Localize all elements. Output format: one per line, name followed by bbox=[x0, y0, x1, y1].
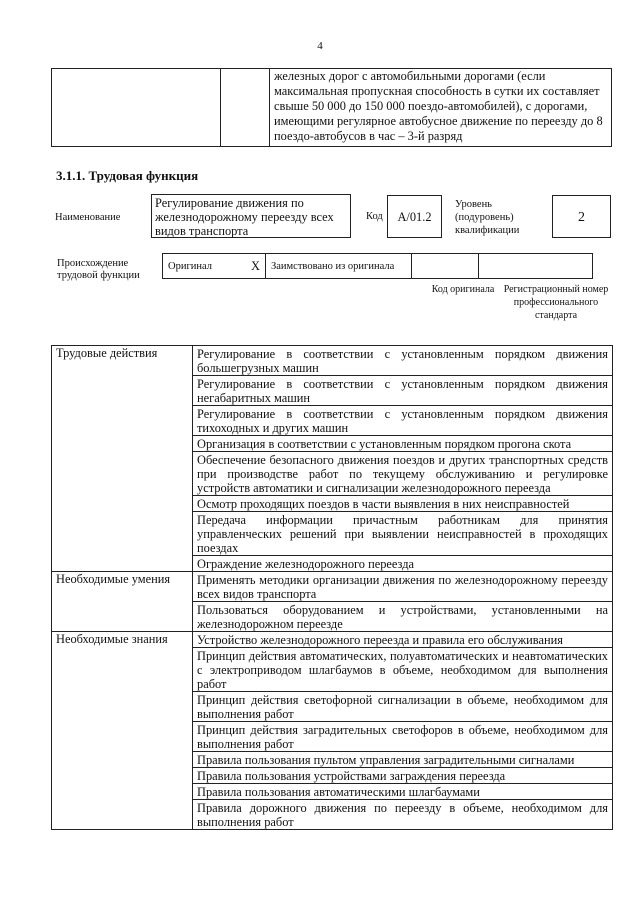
table-row bbox=[163, 254, 593, 279]
table-row bbox=[52, 572, 613, 602]
table-row bbox=[52, 632, 613, 648]
code-label: Код bbox=[366, 211, 383, 222]
original-code-caption: Код оригинала bbox=[431, 284, 495, 295]
table-row bbox=[52, 346, 613, 376]
item-cell: Правила пользования устройствами заграждения переезда bbox=[193, 768, 613, 784]
borrowed-label: Заимствовано из оригинала bbox=[266, 254, 412, 279]
item-cell: Ограждение железнодорожного переезда bbox=[193, 556, 613, 572]
category-cell: Необходимые умения bbox=[52, 572, 193, 632]
original-mark: X bbox=[243, 254, 266, 279]
continuation-text: железных дорог с автомобильными дорогами (если максимальная пропускная способность в сутки их составляет свыше 50 000 до 150 000 поездо-автомобилей), с дорогами, имеющими регулярное автобусное движение по переезду до 8 поездо-автобусов в час – 3-й разряд bbox=[270, 69, 612, 147]
item-cell: Регулирование в соответствии с установленным порядком движения негабаритных машин bbox=[193, 376, 613, 406]
item-cell: Принцип действия светофорной сигнализации в объеме, необходимом для выполнения работ bbox=[193, 692, 613, 722]
section-title: 3.1.1. Трудовая функция bbox=[56, 168, 199, 183]
level-value: 2 bbox=[552, 195, 611, 238]
item-cell: Правила дорожного движения по переезду в объеме, необходимом для выполнения работ bbox=[193, 800, 613, 830]
labor-function-table bbox=[51, 345, 613, 830]
item-cell: Правила пользования пультом управления заградительными сигналами bbox=[193, 752, 613, 768]
item-cell: Пользоваться оборудованием и устройствами, установленными на железнодорожном переезде bbox=[193, 602, 613, 632]
page-number: 4 bbox=[317, 40, 323, 52]
category-cell: Трудовые действия bbox=[52, 346, 193, 572]
origin-label: Происхождение трудовой функции bbox=[57, 258, 140, 281]
category-cell: Необходимые знания bbox=[52, 632, 193, 830]
item-cell: Устройство железнодорожного переезда и правила его обслуживания bbox=[193, 632, 613, 648]
reg-number-caption: Регистрационный номер профессионального стандарта bbox=[503, 284, 609, 321]
item-cell: Регулирование в соответствии с установленным порядком движения тихоходных и других машин bbox=[193, 406, 613, 436]
item-cell: Принцип действия автоматических, полуавтоматических и неавтоматических с электроприводом шлагбаумов в объеме, необходимом для выполнения работ bbox=[193, 648, 613, 692]
item-cell: Организация в соответствии с установленным порядком прогона скота bbox=[193, 436, 613, 452]
item-cell: Применять методики организации движения по железнодорожному переезду всех видов транспорта bbox=[193, 572, 613, 602]
empty-cell bbox=[52, 69, 221, 147]
item-cell: Передача информации причастным работникам для принятия управленческих решений при выявлении неисправностей в проходящих поездах bbox=[193, 512, 613, 556]
function-name-value: Регулирование движения по железнодорожному переезду всех видов транспорта bbox=[151, 194, 351, 238]
origin-table bbox=[162, 253, 593, 279]
item-cell: Обеспечение безопасного движения поездов и других транспортных средств при производстве работ по текущему обслуживанию и регулировке устройств автоматики и сигнализации железнодорожного переезда bbox=[193, 452, 613, 496]
continuation-table bbox=[51, 68, 612, 147]
original-code-cell bbox=[412, 254, 479, 279]
reg-number-cell bbox=[479, 254, 593, 279]
level-label: Уровень (подуровень) квалификации bbox=[455, 199, 520, 236]
table-row bbox=[52, 69, 612, 147]
item-cell: Правила пользования автоматическими шлагбаумами bbox=[193, 784, 613, 800]
item-cell: Осмотр проходящих поездов в части выявления в них неисправностей bbox=[193, 496, 613, 512]
empty-cell bbox=[221, 69, 270, 147]
original-label: Оригинал bbox=[163, 254, 244, 279]
name-label: Наименование bbox=[55, 212, 121, 223]
item-cell: Регулирование в соответствии с установленным порядком движения большегрузных машин bbox=[193, 346, 613, 376]
function-code-value: А/01.2 bbox=[387, 195, 442, 238]
item-cell: Принцип действия заградительных светофоров в объеме, необходимом для выполнения работ bbox=[193, 722, 613, 752]
